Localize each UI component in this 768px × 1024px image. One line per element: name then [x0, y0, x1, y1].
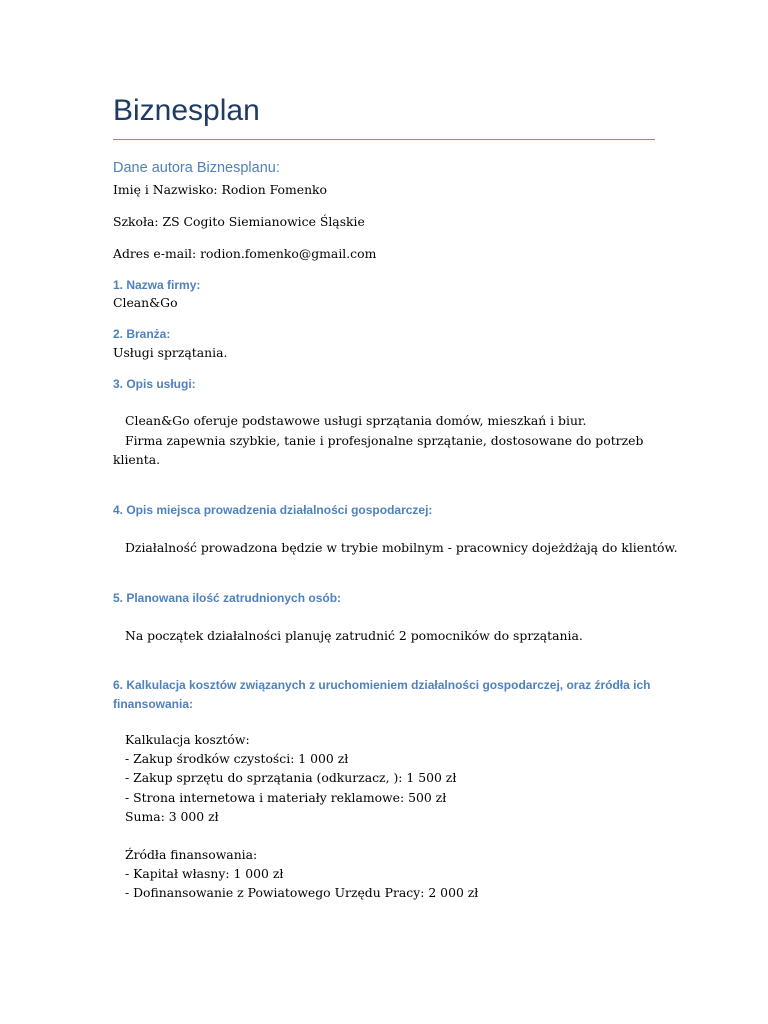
cost-item-1: - Zakup środków czystości: 1 000 zł — [125, 751, 349, 766]
costs-sum: Suma: 3 000 zł — [125, 809, 219, 824]
section-2-heading: 2. Branża: — [113, 327, 171, 341]
section-4-text: Działalność prowadzona będzie w trybie mobilnym - pracownicy dojeżdżają do klientów. — [125, 540, 678, 555]
funding-item-2: - Dofinansowanie z Powiatowego Urzędu Pracy: 2 000 zł — [125, 885, 479, 900]
funding-item-1: - Kapitał własny: 1 000 zł — [125, 866, 284, 881]
costs-label: Kalkulacja kosztów: — [125, 732, 250, 747]
author-name: Imię i Nazwisko: Rodion Fomenko — [113, 182, 328, 197]
author-email: Adres e-mail: rodion.fomenko@gmail.com — [113, 246, 377, 261]
section-5-text: Na początek działalności planuję zatrudnić 2 pomocników do sprzątania. — [125, 628, 583, 643]
author-heading: Dane autora Biznesplanu: — [113, 160, 280, 176]
section-3-line-3: klienta. — [113, 452, 161, 467]
section-5-heading: 5. Planowana ilość zatrudnionych osób: — [113, 591, 342, 605]
title-underline — [113, 139, 655, 140]
document-title: Biznesplan — [113, 94, 260, 127]
section-3-line-1: Clean&Go oferuje podstawowe usługi sprzątania domów, mieszkań i biur. — [125, 413, 587, 428]
section-6-heading: 6. Kalkulacja kosztów związanych z uruchomieniem działalności gospodarczej, oraz źródła ich finansowania: — [113, 678, 651, 711]
section-2-text: Usługi sprzątania. — [113, 345, 228, 360]
cost-item-2: - Zakup sprzętu do sprzątania (odkurzacz, ): 1 500 zł — [125, 770, 457, 785]
funding-label: Źródła finansowania: — [125, 847, 258, 862]
cost-item-3: - Strona internetowa i materiały reklamowe: 500 zł — [125, 790, 447, 805]
section-3-heading: 3. Opis usługi: — [113, 377, 196, 391]
section-1-heading: 1. Nazwa firmy: — [113, 278, 201, 292]
author-school: Szkoła: ZS Cogito Siemianowice Śląskie — [113, 214, 365, 229]
section-1-text: Clean&Go — [113, 295, 178, 310]
section-4-heading: 4. Opis miejsca prowadzenia działalności gospodarczej: — [113, 503, 433, 517]
section-3-line-2: Firma zapewnia szybkie, tanie i profesjonalne sprzątanie, dostosowane do potrzeb — [125, 433, 644, 448]
